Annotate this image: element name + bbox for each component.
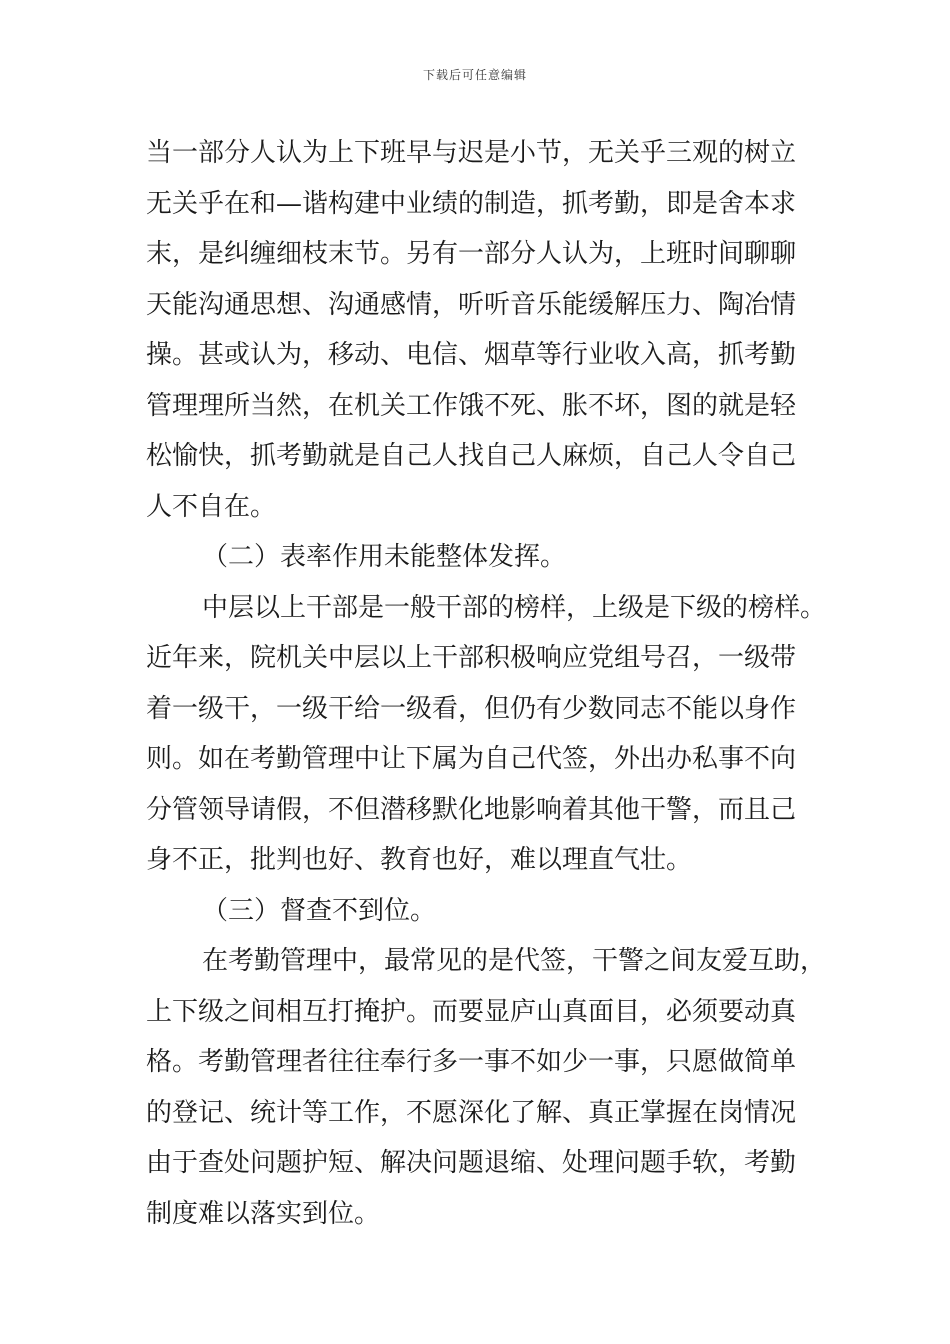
text-line-19: 格。考勤管理者往往奉行多一事不如少一事，只愿做简单: [146, 1047, 797, 1077]
text-line-20: 的登记、统计等工作，不愿深化了解、真正掌握在岗情况: [146, 1097, 797, 1128]
document-body: [146, 128, 836, 1239]
text-line-10: 中层以上干部是一般干部的榜样，上级是下级的榜样。: [202, 592, 827, 623]
text-line-22: 制度难以落实到位。: [146, 1198, 381, 1229]
section-heading-2: （二）表率作用未能整体发挥。: [202, 542, 567, 572]
text-line-4: 天能沟通思想、沟通感情，听听音乐能缓解压力、陶冶情: [146, 289, 797, 320]
text-line-14: 分管领导请假，不但潜移默化地影响着其他干警，而且己: [146, 794, 797, 825]
header-note: 下载后可任意编辑: [422, 68, 527, 82]
text-line-5: 操。甚或认为，移动、电信、烟草等行业收入高，抓考勤: [146, 340, 797, 370]
section-heading-3: （三）督查不到位。: [202, 895, 437, 926]
text-line-3: 末，是纠缠细枝末节。另有一部分人认为，上班时间聊聊: [146, 239, 797, 269]
text-line-8: 人不自在。: [146, 491, 277, 522]
text-line-6: 管理理所当然，在机关工作饿不死、胀不坏，图的就是轻: [146, 390, 797, 421]
text-line-21: 由于查处问题护短、解决问题退缩、处理问题手软，考勤: [146, 1148, 797, 1178]
text-line-2: 无关乎在和—谐构建中业绩的制造，抓考勤，即是舍本求: [146, 188, 797, 219]
text-line-17: 在考勤管理中，最常见的是代签，干警之间友爱互助，: [202, 946, 827, 976]
text-line-1: 当一部分人认为上下班早与迟是小节，无关乎三观的树立: [146, 138, 797, 168]
text-line-13: 则。如在考勤管理中让下属为自己代签，外出办私事不向: [146, 744, 797, 774]
text-line-12: 着一级干，一级干给一级看，但仍有少数同志不能以身作: [146, 693, 797, 724]
text-line-11: 近年来，院机关中层以上干部积极响应党组号召，一级带: [146, 643, 797, 673]
text-line-18: 上下级之间相互打掩护。而要显庐山真面目，必须要动真: [146, 996, 797, 1027]
text-line-15: 身不正，批判也好、教育也好，难以理直气壮。: [146, 845, 693, 875]
text-line-7: 松愉快，抓考勤就是自己人找自己人麻烦，自己人令自己: [146, 441, 797, 471]
